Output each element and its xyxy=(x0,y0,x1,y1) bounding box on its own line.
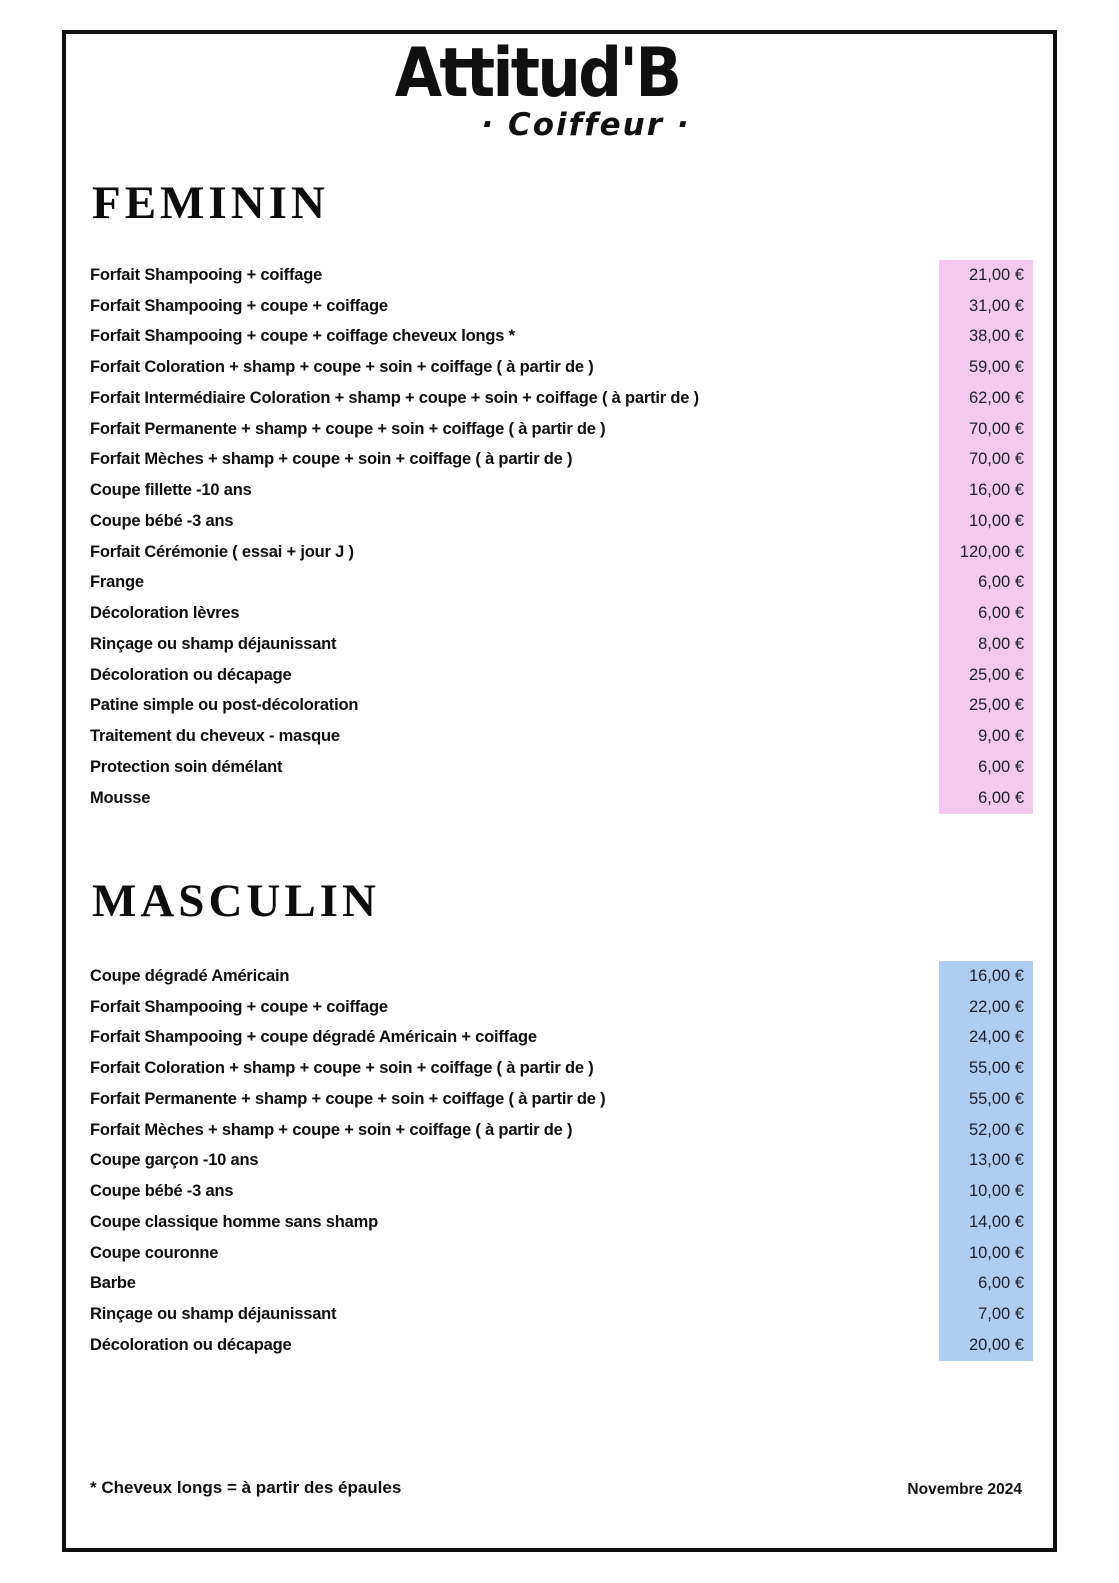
price-row xyxy=(66,598,1053,629)
price-row xyxy=(66,537,1053,568)
service-price: 70,00 € xyxy=(939,414,1033,445)
service-label: Rinçage ou shamp déjaunissant xyxy=(90,634,337,653)
service-label: Rinçage ou shamp déjaunissant xyxy=(90,1305,337,1324)
price-row xyxy=(66,752,1053,783)
service-label: Coupe bébé -3 ans xyxy=(90,1182,234,1201)
service-label: Barbe xyxy=(90,1274,136,1293)
service-label: Patine simple ou post-décoloration xyxy=(90,696,359,715)
service-price: 59,00 € xyxy=(939,352,1033,383)
page-border xyxy=(62,30,1057,1552)
price-row xyxy=(66,1115,1053,1146)
price-row xyxy=(66,783,1053,814)
masculin-price-list xyxy=(66,961,1053,1361)
price-row xyxy=(66,1053,1053,1084)
service-price: 10,00 € xyxy=(939,506,1033,537)
service-label: Forfait Coloration + shamp + coupe + soin + coiffage ( à partir de ) xyxy=(90,1059,594,1078)
service-price: 6,00 € xyxy=(939,783,1033,814)
price-row xyxy=(66,1207,1053,1238)
service-label: Forfait Coloration + shamp + coupe + soin + coiffage ( à partir de ) xyxy=(90,358,594,377)
price-row xyxy=(66,1238,1053,1269)
service-price: 24,00 € xyxy=(939,1023,1033,1054)
service-label: Forfait Shampooing + coupe + coiffage cheveux longs * xyxy=(90,327,515,346)
service-label: Forfait Shampooing + coupe + coiffage xyxy=(90,296,388,315)
price-row xyxy=(66,506,1053,537)
feminin-price-list xyxy=(66,260,1053,814)
service-price: 55,00 € xyxy=(939,1053,1033,1084)
service-price: 62,00 € xyxy=(939,383,1033,414)
service-price: 31,00 € xyxy=(939,291,1033,322)
brand-name: Attitud'B xyxy=(394,34,679,113)
price-row xyxy=(66,721,1053,752)
service-price: 6,00 € xyxy=(939,1269,1033,1300)
service-label: Traitement du cheveux - masque xyxy=(90,727,340,746)
price-row xyxy=(66,1084,1053,1115)
service-label: Décoloration ou décapage xyxy=(90,1335,292,1354)
service-price: 14,00 € xyxy=(939,1207,1033,1238)
brand-tagline: · Coiffeur · xyxy=(481,106,691,143)
service-label: Forfait Shampooing + coiffage xyxy=(90,265,323,284)
service-price: 70,00 € xyxy=(939,445,1033,476)
price-row xyxy=(66,1146,1053,1177)
service-price: 25,00 € xyxy=(939,691,1033,722)
price-row xyxy=(66,1330,1053,1361)
service-label: Forfait Shampooing + coupe dégradé Américain + coiffage xyxy=(90,1028,537,1047)
service-label: Coupe garçon -10 ans xyxy=(90,1151,259,1170)
service-label: Forfait Intermédiaire Coloration + shamp + coupe + soin + coiffage ( à partir de ) xyxy=(90,388,699,407)
service-label: Coupe fillette -10 ans xyxy=(90,481,252,500)
service-price: 22,00 € xyxy=(939,992,1033,1023)
service-label: Décoloration lèvres xyxy=(90,604,240,623)
section-title-masculin: MASCULIN xyxy=(92,875,380,927)
price-row xyxy=(66,445,1053,476)
price-row xyxy=(66,475,1053,506)
price-row xyxy=(66,629,1053,660)
price-row xyxy=(66,691,1053,722)
price-row xyxy=(66,568,1053,599)
service-label: Forfait Permanente + shamp + coupe + soin + coiffage ( à partir de ) xyxy=(90,1089,606,1108)
service-price: 21,00 € xyxy=(939,260,1033,291)
price-row xyxy=(66,961,1053,992)
date-label: Novembre 2024 xyxy=(907,1481,1022,1498)
price-row xyxy=(66,291,1053,322)
service-label: Forfait Mèches + shamp + coupe + soin + coiffage ( à partir de ) xyxy=(90,450,573,469)
footnote: * Cheveux longs = à partir des épaules xyxy=(90,1478,402,1497)
service-label: Mousse xyxy=(90,788,151,807)
price-row xyxy=(66,1023,1053,1054)
price-row xyxy=(66,1176,1053,1207)
service-price: 52,00 € xyxy=(939,1115,1033,1146)
service-price: 10,00 € xyxy=(939,1176,1033,1207)
price-row xyxy=(66,352,1053,383)
brand-logo xyxy=(378,34,694,143)
service-price: 6,00 € xyxy=(939,752,1033,783)
service-label: Forfait Permanente + shamp + coupe + soin + coiffage ( à partir de ) xyxy=(90,419,606,438)
service-price: 7,00 € xyxy=(939,1299,1033,1330)
price-row xyxy=(66,992,1053,1023)
price-row xyxy=(66,1299,1053,1330)
service-label: Coupe dégradé Américain xyxy=(90,966,290,985)
service-price: 6,00 € xyxy=(939,568,1033,599)
service-price: 10,00 € xyxy=(939,1238,1033,1269)
service-price: 16,00 € xyxy=(939,475,1033,506)
service-price: 25,00 € xyxy=(939,660,1033,691)
service-price: 120,00 € xyxy=(939,537,1033,568)
service-label: Coupe classique homme sans shamp xyxy=(90,1212,378,1231)
service-price: 9,00 € xyxy=(939,721,1033,752)
price-row xyxy=(66,414,1053,445)
section-title-feminin: FEMININ xyxy=(92,177,329,229)
service-label: Coupe bébé -3 ans xyxy=(90,511,234,530)
service-label: Forfait Shampooing + coupe + coiffage xyxy=(90,997,388,1016)
price-row xyxy=(66,660,1053,691)
service-price: 38,00 € xyxy=(939,322,1033,353)
price-row xyxy=(66,383,1053,414)
service-label: Protection soin démélant xyxy=(90,757,283,776)
price-row xyxy=(66,322,1053,353)
price-row xyxy=(66,260,1053,291)
service-price: 13,00 € xyxy=(939,1146,1033,1177)
service-label: Frange xyxy=(90,573,144,592)
service-label: Coupe couronne xyxy=(90,1243,219,1262)
service-price: 6,00 € xyxy=(939,598,1033,629)
service-price: 8,00 € xyxy=(939,629,1033,660)
service-label: Forfait Cérémonie ( essai + jour J ) xyxy=(90,542,354,561)
service-price: 55,00 € xyxy=(939,1084,1033,1115)
service-label: Décoloration ou décapage xyxy=(90,665,292,684)
price-row xyxy=(66,1269,1053,1300)
service-price: 16,00 € xyxy=(939,961,1033,992)
service-label: Forfait Mèches + shamp + coupe + soin + coiffage ( à partir de ) xyxy=(90,1120,573,1139)
service-price: 20,00 € xyxy=(939,1330,1033,1361)
